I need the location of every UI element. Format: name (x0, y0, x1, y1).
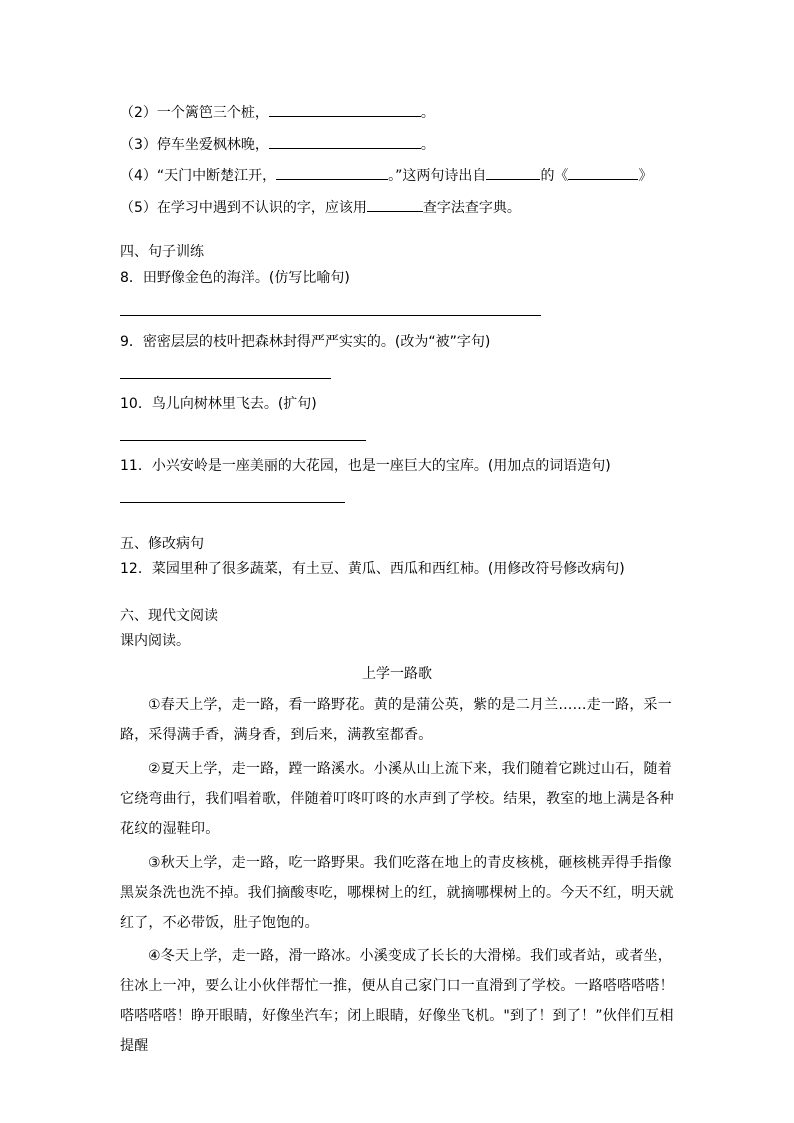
question-4-mid: 。”这两句诗出自 (388, 168, 487, 184)
question-11: 11．小兴安岭是一座美丽的大花园，也是一座巨大的宝库。(用加点的词语造句) (120, 458, 611, 474)
question-12: 12．菜园里种了很多蔬菜，有土豆、黄瓜、西瓜和西红柿。(用修改符号修改病句) (120, 561, 625, 577)
section-6-heading: 六、现代文阅读 (120, 608, 218, 624)
paragraph-text: ③秋天上学，走一路，吃一路野果。我们吃落在地上的青皮核桃，砸核桃弄得手指像黑炭条洗也洗不掉。我们摘酸枣吃，哪棵树上的红，就摘哪棵树上的。今天不红，明天就红了，不必带饭，肚子饱饱的。 (120, 855, 674, 931)
answer-line-9[interactable] (120, 378, 331, 379)
paragraph-text: ①春天上学，走一路，看一路野花。黄的是蒲公英，紫的是二月兰……走一路，采一路，采得满手香，满身香，到后来，满教室都香。 (120, 697, 672, 743)
passage-paragraph-2 (120, 754, 676, 844)
section-4-heading: 四、句子训练 (120, 244, 204, 260)
question-2-text: （2）一个篱笆三个桩， (120, 105, 269, 121)
answer-blank[interactable] (276, 165, 388, 180)
question-2-end: 。 (420, 105, 435, 121)
section-5-heading: 五、修改病句 (120, 536, 204, 552)
question-2-line (120, 102, 435, 123)
question-8: 8．田野像金色的海洋。(仿写比喻句) (120, 270, 350, 286)
question-10: 10．鸟儿向树林里飞去。(扩句) (120, 396, 317, 412)
question-5-text: （5）在学习中遇到不认识的字，应该用 (120, 200, 367, 216)
answer-blank[interactable] (486, 165, 540, 180)
question-4-line (120, 165, 652, 186)
question-5-end: 查字法查字典。 (422, 200, 521, 216)
reading-intro: 课内阅读。 (120, 633, 190, 649)
answer-blank[interactable] (367, 197, 423, 212)
answer-line-8[interactable] (120, 315, 541, 316)
answer-blank[interactable] (568, 165, 638, 180)
passage-paragraph-1 (120, 690, 676, 750)
paragraph-text: ④冬天上学，走一路，滑一路冰。小溪变成了长长的大滑梯。我们或者站，或者坐，往冰上一冲，要么让小伙伴帮忙一推，便从自己家门口一直滑到了学校。一路嗒嗒嗒嗒！嗒嗒嗒嗒！睁开眼睛，好像坐汽车；闭上眼睛，好像坐飞机。"到了！到了！”伙伴们互相提醒 (120, 948, 674, 1054)
paragraph-text: ②夏天上学，走一路，蹚一路溪水。小溪从山上流下来，我们随着它跳过山石，随着它绕弯曲行，我们唱着歌，伴随着叮咚叮咚的水声到了学校。结果，教室的地上满是各种花纹的湿鞋印。 (120, 761, 674, 837)
passage-paragraph-4 (120, 941, 676, 1061)
question-4-end: 》 (638, 168, 653, 184)
question-4-text: （4）“天门中断楚江开， (120, 168, 277, 184)
passage-title: 上学一路歌 (362, 666, 432, 682)
passage-paragraph-3 (120, 848, 676, 938)
answer-blank[interactable] (269, 102, 421, 117)
answer-blank[interactable] (269, 134, 421, 149)
answer-line-10[interactable] (120, 440, 366, 441)
question-3-text: （3）停车坐爱枫林晚， (120, 137, 269, 153)
question-5-line (120, 197, 521, 218)
question-3-line (120, 134, 435, 155)
answer-line-11[interactable] (120, 502, 345, 503)
question-3-end: 。 (420, 137, 435, 153)
question-4-mid2: 的《 (540, 168, 569, 184)
question-9: 9．密密层层的枝叶把森林封得严严实实的。(改为“被”字句) (120, 334, 491, 350)
